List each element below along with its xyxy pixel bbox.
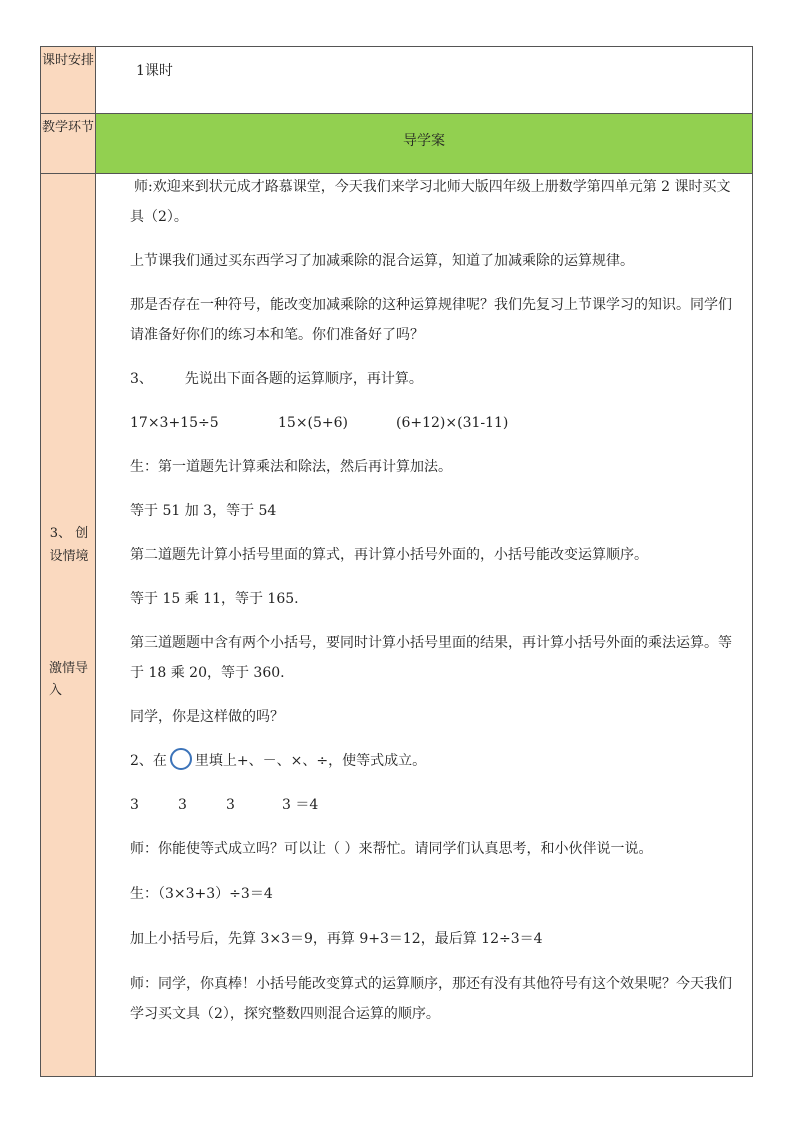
- label-intro: [41, 174, 96, 1077]
- circle-icon: [170, 748, 192, 770]
- paragraph-14: 加上小括号后，先算 3×3＝9，再算 9+3＝12，最后算 12÷3＝4: [130, 931, 543, 947]
- equations-row: [130, 408, 744, 438]
- label-intro-part1: 3、 创设情境: [49, 526, 89, 564]
- paragraph-1: 师:欢迎来到状元成才路慕课堂，今天我们来学习北师大版四年级上册数学第四单元第 2 课时买文具（2）。: [130, 179, 731, 225]
- operand-4-result: 3 ＝4: [282, 797, 319, 813]
- paragraph-3: 那是否存在一种符号，能改变加减乘除的这种运算规律呢？我们先复习上节课学习的知识。同学们请准备好你们的练习本和笔。你们准备好了吗？: [130, 297, 732, 343]
- paragraph-10: 同学，你是这样做的吗？: [130, 709, 284, 725]
- operand-2: 3: [178, 797, 187, 813]
- equation-3: (6+12)×(31-11): [396, 415, 509, 431]
- paragraph-9: 第三道题题中含有两个小括号，要同时计算小括号里面的结果，再计算小括号外面的乘法运算。等于 18 乘 20，等于 360.: [130, 635, 732, 681]
- equation-1: 17×3+15÷5: [130, 415, 219, 431]
- paragraph-6: 等于 51 加 3，等于 54: [130, 503, 277, 519]
- paragraph-12: 师：你能使等式成立吗？可以让（ ）来帮忙。请同学们认真思考，和小伙伴说一说。: [130, 841, 653, 857]
- operand-3: 3: [226, 797, 235, 813]
- label-intro-part2: 激情导入: [49, 661, 89, 698]
- label-schedule: 课时安排: [41, 47, 96, 114]
- blank-equation-row: [130, 790, 744, 820]
- item-2-prefix: 2、在: [130, 753, 167, 769]
- stage-header: 导学案: [96, 114, 753, 174]
- equation-2: 15×(5+6): [278, 415, 349, 431]
- paragraph-15: 师：同学，你真棒！小括号能改变算式的运算顺序，那还有没有其他符号有这个效果呢？今天我们学习买文具（2），探究整数四则混合运算的顺序。: [130, 976, 732, 1022]
- paragraph-8: 等于 15 乘 11，等于 165.: [130, 591, 299, 607]
- label-stage: 教学环节: [41, 114, 96, 174]
- schedule-value: 1课时: [96, 47, 753, 114]
- lesson-table: [40, 46, 753, 1077]
- item-2-text: 里填上+、－、×、÷，使等式成立。: [194, 753, 427, 769]
- operand-1: 3: [130, 797, 139, 813]
- paragraph-7: 第二道题先计算小括号里面的算式，再计算小括号外面的，小括号能改变运算顺序。: [130, 547, 648, 563]
- item-number-3: 3、: [130, 371, 153, 387]
- paragraph-2: 上节课我们通过买东西学习了加减乘除的混合运算，知道了加减乘除的运算规律。: [130, 253, 634, 269]
- item-3-text: 先说出下面各题的运算顺序，再计算。: [184, 371, 423, 387]
- row-stage: [41, 114, 753, 174]
- row-body: [41, 174, 753, 1077]
- paragraph-11: [130, 746, 744, 776]
- paragraph-5: 生：第一道题先计算乘法和除法，然后再计算加法。: [130, 459, 452, 475]
- paragraph-13: 生：（3×3+3）÷3＝4: [130, 886, 273, 902]
- body-content: [96, 174, 753, 1077]
- paragraph-4: [130, 364, 744, 394]
- row-schedule: [41, 47, 753, 114]
